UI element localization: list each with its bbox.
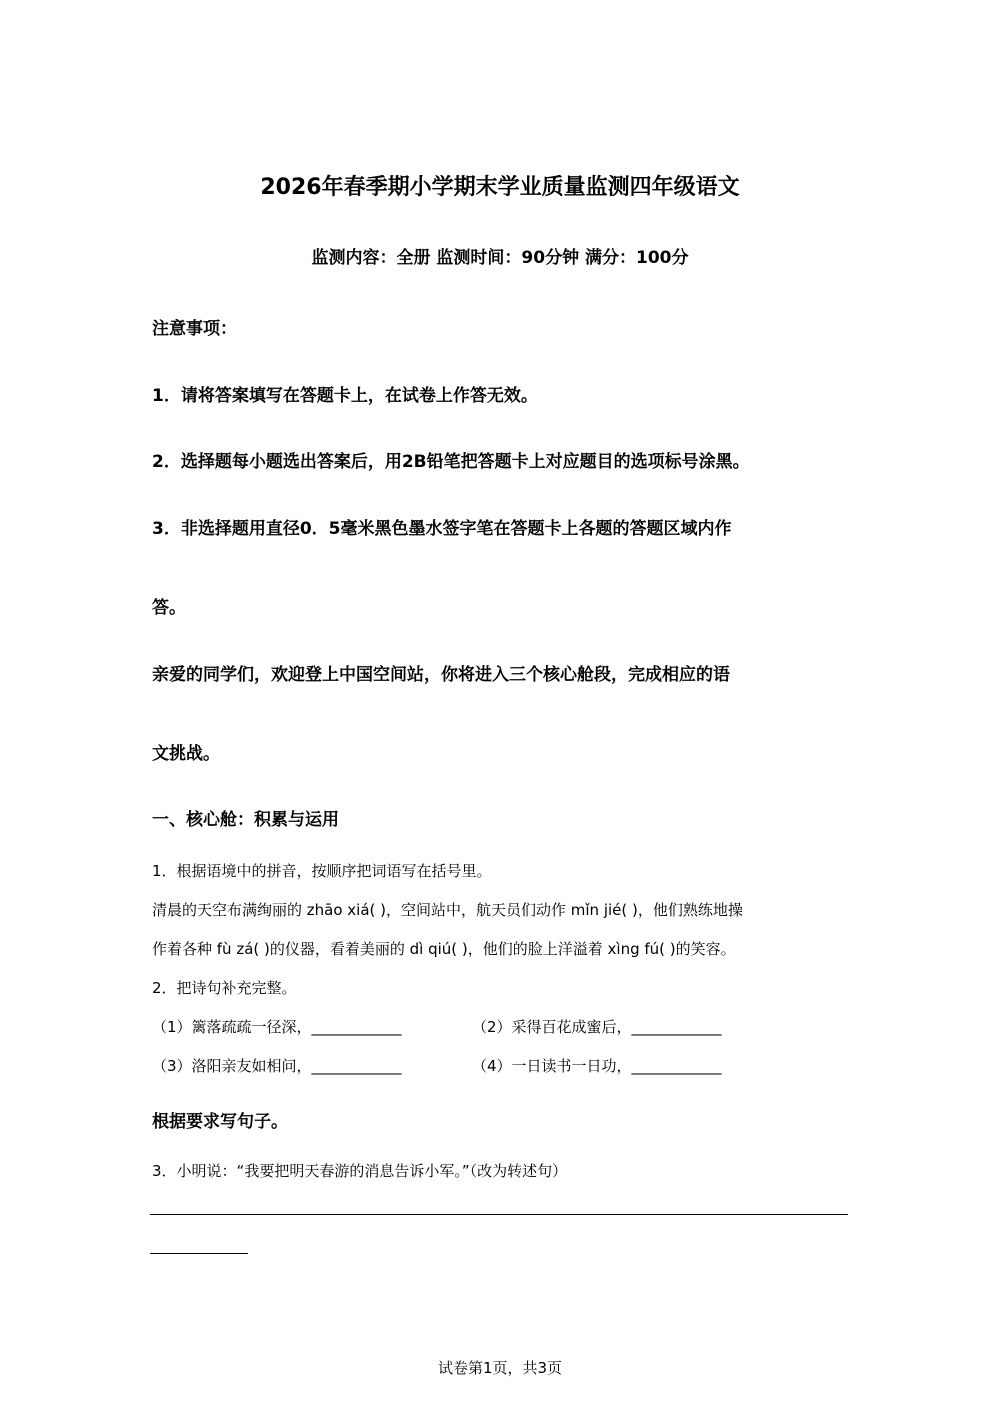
answer-line-2 [150,1253,248,1254]
poem-item-3: （3）洛阳亲友如相问，____________ [152,1057,402,1075]
question-1-text-line-2: 作着各种 fù zá( )的仪器，看着美丽的 dì qiú( )，他们的脸上洋溢着 xìng fú( )的笑容。 [152,940,736,958]
notice-item-3-line-2: 答。 [152,598,186,618]
poem-item-1: （1）篱落疏疏一径深，____________ [152,1018,402,1036]
notice-item-1: 1．请将答案填写在答题卡上，在试卷上作答无效。 [152,386,538,406]
sentence-writing-heading: 根据要求写句子。 [152,1112,288,1132]
section-1-heading: 一、核心舱：积累与运用 [152,810,339,830]
intro-line-2: 文挑战。 [152,744,220,764]
question-2-prompt: 2．把诗句补充完整。 [152,979,297,997]
notice-item-3-line-1: 3．非选择题用直径0．5毫米黑色墨水签字笔在答题卡上各题的答题区域内作 [152,519,732,539]
answer-line-1 [150,1214,848,1215]
exam-title: 2026年春季期小学期末学业质量监测四年级语文 [260,175,740,200]
notice-item-2: 2．选择题每小题选出答案后，用2B铅笔把答题卡上对应题目的选项标号涂黑。 [152,452,750,472]
poem-item-2: （2）采得百花成蜜后，____________ [472,1018,722,1036]
exam-subtitle: 监测内容：全册 监测时间：90分钟 满分：100分 [311,248,689,268]
question-1-text-line-1: 清晨的天空布满绚丽的 zhāo xiá( )，空间站中，航天员们动作 mǐn jié( )，他们熟练地操 [152,901,743,919]
poem-item-4: （4）一日读书一日功，____________ [472,1057,722,1075]
intro-line-1: 亲爱的同学们，欢迎登上中国空间站，你将进入三个核心舱段，完成相应的语 [152,665,730,685]
question-3-prompt: 3．小明说：“我要把明天春游的消息告诉小军。”（改为转述句） [152,1162,568,1180]
page-footer: 试卷第1页，共3页 [437,1359,563,1377]
notice-heading: 注意事项： [152,319,237,339]
question-1-prompt: 1．根据语境中的拼音，按顺序把词语写在括号里。 [152,862,492,880]
